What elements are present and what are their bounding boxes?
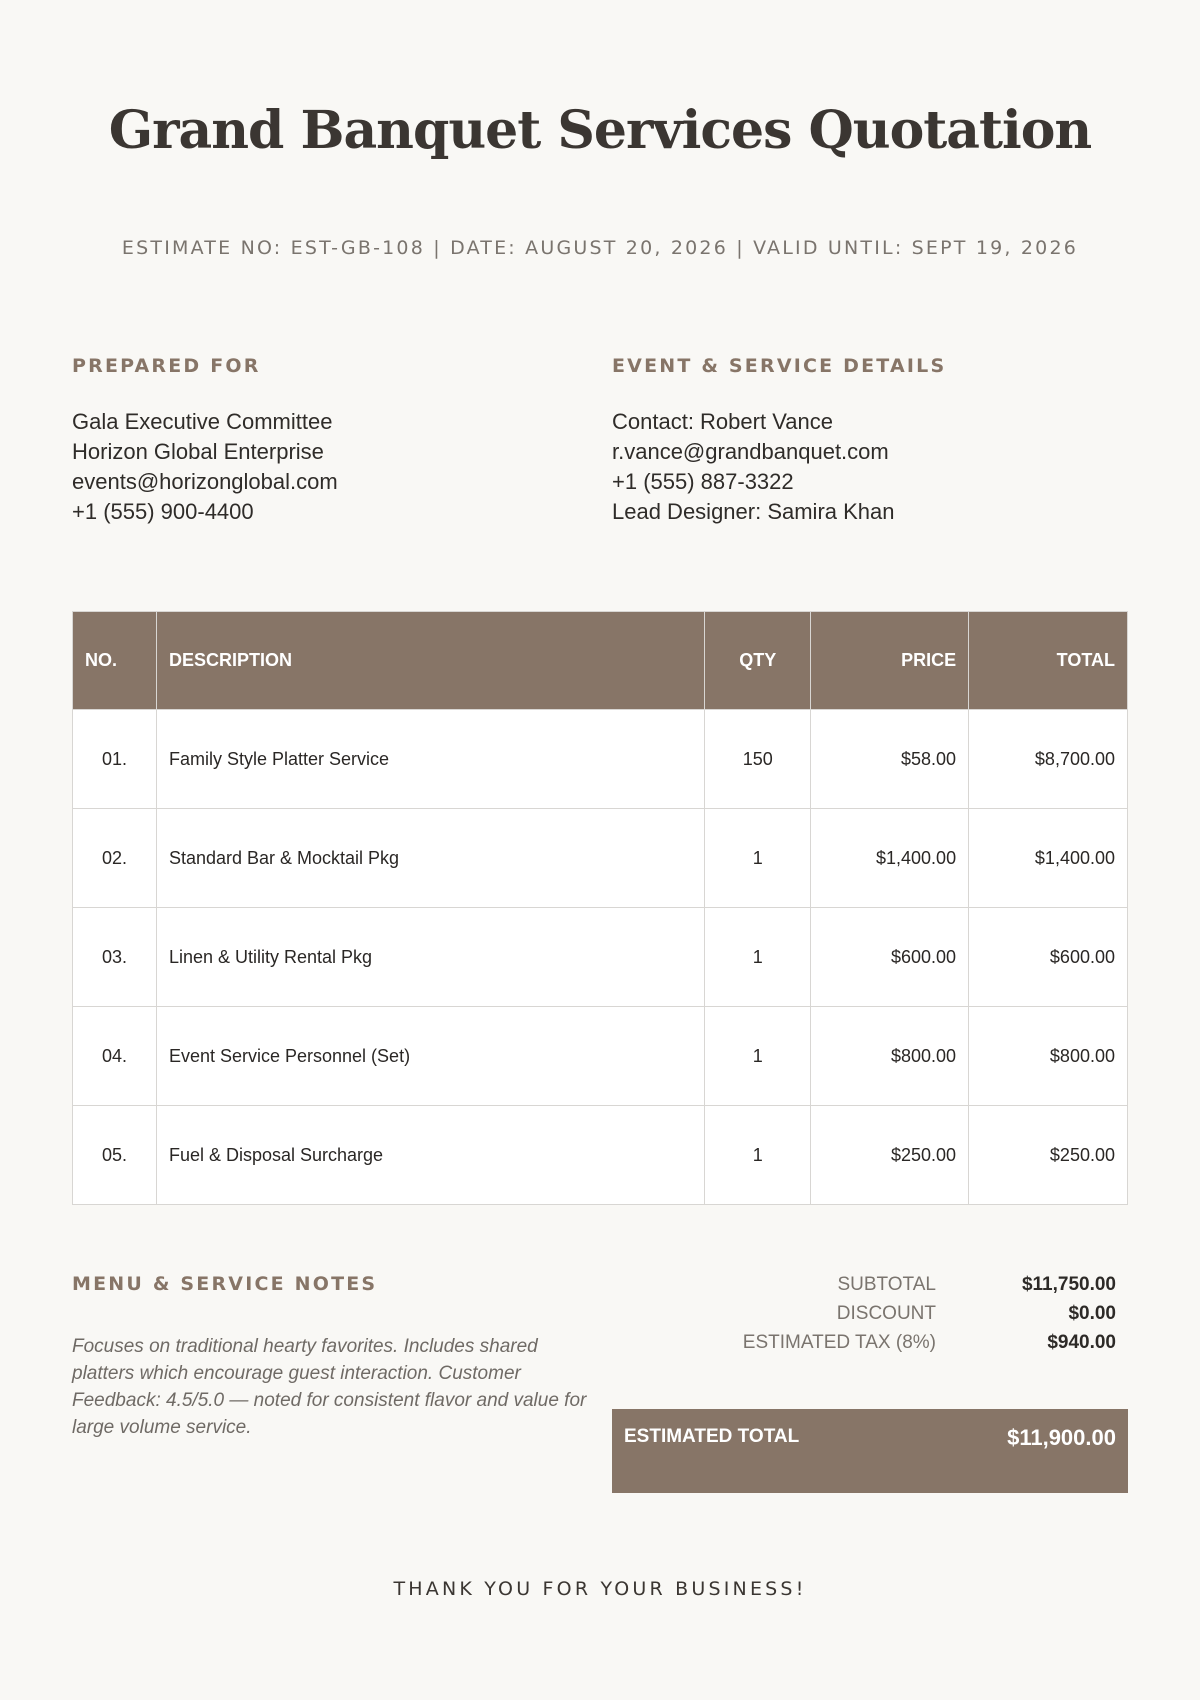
- line-items-table: [72, 611, 1128, 1205]
- client-phone: +1 (555) 900-4400: [72, 499, 254, 524]
- row-total: $250.00: [969, 1106, 1128, 1205]
- client-committee: Gala Executive Committee: [72, 409, 333, 434]
- vendor-contact: Contact: Robert Vance: [612, 409, 833, 434]
- row-total: $8,700.00: [969, 710, 1128, 809]
- header-qty: QTY: [705, 612, 811, 710]
- thank-you-footer: THANK YOU FOR YOUR BUSINESS!: [393, 1578, 807, 1600]
- estimated-total-bar: [612, 1409, 1128, 1493]
- client-email[interactable]: events@horizonglobal.com: [72, 469, 338, 494]
- row-qty: 150: [705, 710, 811, 809]
- notes-block: [72, 1273, 592, 1441]
- table-row: [73, 908, 1128, 1007]
- client-company: Horizon Global Enterprise: [72, 439, 324, 464]
- estimate-meta-line: ESTIMATE NO: EST-GB-108 | DATE: AUGUST 20, 2026 | VALID UNTIL: SEPT 19, 2026: [121, 237, 1079, 259]
- row-price: $58.00: [811, 710, 969, 809]
- table-header-row: [73, 612, 1128, 710]
- prepared-for-block: [72, 355, 592, 527]
- header-total: TOTAL: [969, 612, 1128, 710]
- prepared-for-heading: PREPARED FOR: [72, 355, 261, 377]
- tax-label: ESTIMATED TAX (8%): [742, 1332, 936, 1353]
- row-price: $600.00: [811, 908, 969, 1007]
- row-description: Fuel & Disposal Surcharge: [156, 1106, 704, 1205]
- table-row: [73, 1106, 1128, 1205]
- table-row: [73, 710, 1128, 809]
- row-no: 03.: [73, 908, 157, 1007]
- row-qty: 1: [705, 908, 811, 1007]
- vendor-phone: +1 (555) 887-3322: [612, 469, 794, 494]
- row-description: Family Style Platter Service: [156, 710, 704, 809]
- header-no: NO.: [73, 612, 157, 710]
- row-price: $1,400.00: [811, 809, 969, 908]
- header-description: DESCRIPTION: [156, 612, 704, 710]
- row-price: $250.00: [811, 1106, 969, 1205]
- row-total: $600.00: [969, 908, 1128, 1007]
- row-no: 05.: [73, 1106, 157, 1205]
- notes-heading: MENU & SERVICE NOTES: [72, 1273, 378, 1295]
- notes-text: Focuses on traditional hearty favorites. Includes shared platters which encourage guest interaction. Customer Feedback: 4.5/5.0 — noted for consistent flavor and value for large volume service.: [72, 1336, 587, 1438]
- table-row: [73, 1007, 1128, 1106]
- tax-row: [612, 1332, 1128, 1361]
- row-no: 01.: [73, 710, 157, 809]
- row-description: Linen & Utility Rental Pkg: [156, 908, 704, 1007]
- estimated-total-value: $11,900.00: [1007, 1425, 1116, 1450]
- subtotal-value: $11,750.00: [1021, 1274, 1116, 1295]
- row-no: 04.: [73, 1007, 157, 1106]
- discount-row: [612, 1303, 1128, 1332]
- row-total: $800.00: [969, 1007, 1128, 1106]
- discount-value: $0.00: [1068, 1303, 1116, 1324]
- row-qty: 1: [705, 809, 811, 908]
- event-details-block: [612, 355, 1132, 527]
- lead-designer: Lead Designer: Samira Khan: [612, 499, 895, 524]
- estimated-total-label: ESTIMATED TOTAL: [624, 1426, 800, 1447]
- subtotal-label: SUBTOTAL: [837, 1274, 936, 1295]
- row-qty: 1: [705, 1106, 811, 1205]
- header-price: PRICE: [811, 612, 969, 710]
- row-no: 02.: [73, 809, 157, 908]
- row-description: Event Service Personnel (Set): [156, 1007, 704, 1106]
- discount-label: DISCOUNT: [836, 1303, 936, 1324]
- vendor-email[interactable]: r.vance@grandbanquet.com: [612, 439, 889, 464]
- row-total: $1,400.00: [969, 809, 1128, 908]
- subtotal-row: [612, 1274, 1128, 1303]
- totals-block: [612, 1274, 1128, 1361]
- row-qty: 1: [705, 1007, 811, 1106]
- row-price: $800.00: [811, 1007, 969, 1106]
- event-details-heading: EVENT & SERVICE DETAILS: [612, 355, 947, 377]
- document-title: Grand Banquet Services Quotation: [108, 100, 1092, 161]
- row-description: Standard Bar & Mocktail Pkg: [156, 809, 704, 908]
- table-row: [73, 809, 1128, 908]
- tax-value: $940.00: [1047, 1332, 1116, 1353]
